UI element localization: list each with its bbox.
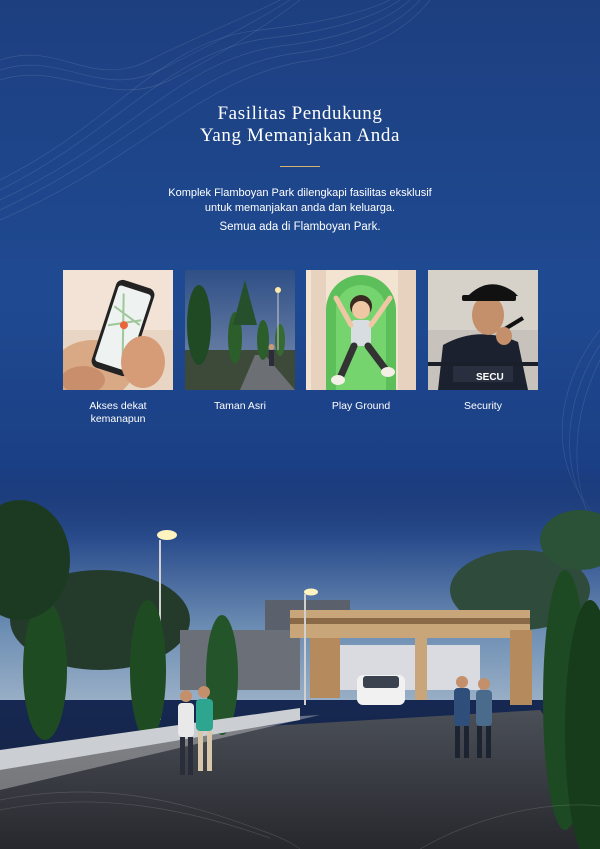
facility-label: Play Ground (331, 400, 391, 412)
svg-text:SECU: SECU (476, 372, 504, 383)
facility-label: Taman Asri (214, 400, 266, 412)
garden-icon (185, 270, 295, 390)
facility-card-taman (185, 270, 295, 413)
intro-line-1: Komplek Flamboyan Park dilengkapi fasilitas eksklusif (168, 187, 432, 199)
security-guard-icon (428, 270, 538, 390)
tagline: Semua ada di Flamboyan Park. (219, 221, 381, 233)
playground-icon (306, 270, 416, 390)
title-line-2: Yang Memanjakan Anda (199, 125, 401, 146)
entrance-gate-illustration (0, 470, 600, 849)
intro-text (0, 186, 600, 216)
page-title (0, 103, 600, 147)
title-line-1: Fasilitas Pendukung (217, 103, 383, 124)
intro-line-2: untuk memanjakan anda dan keluarga. (204, 202, 396, 214)
facility-card-akses (63, 270, 173, 426)
facility-label: Akses dekat kemanapun (89, 400, 147, 425)
facility-card-security (428, 270, 538, 413)
phone-map-icon (63, 270, 173, 390)
facility-card-playground (306, 270, 416, 413)
facility-label: Security (464, 400, 502, 412)
title-divider (280, 166, 320, 167)
